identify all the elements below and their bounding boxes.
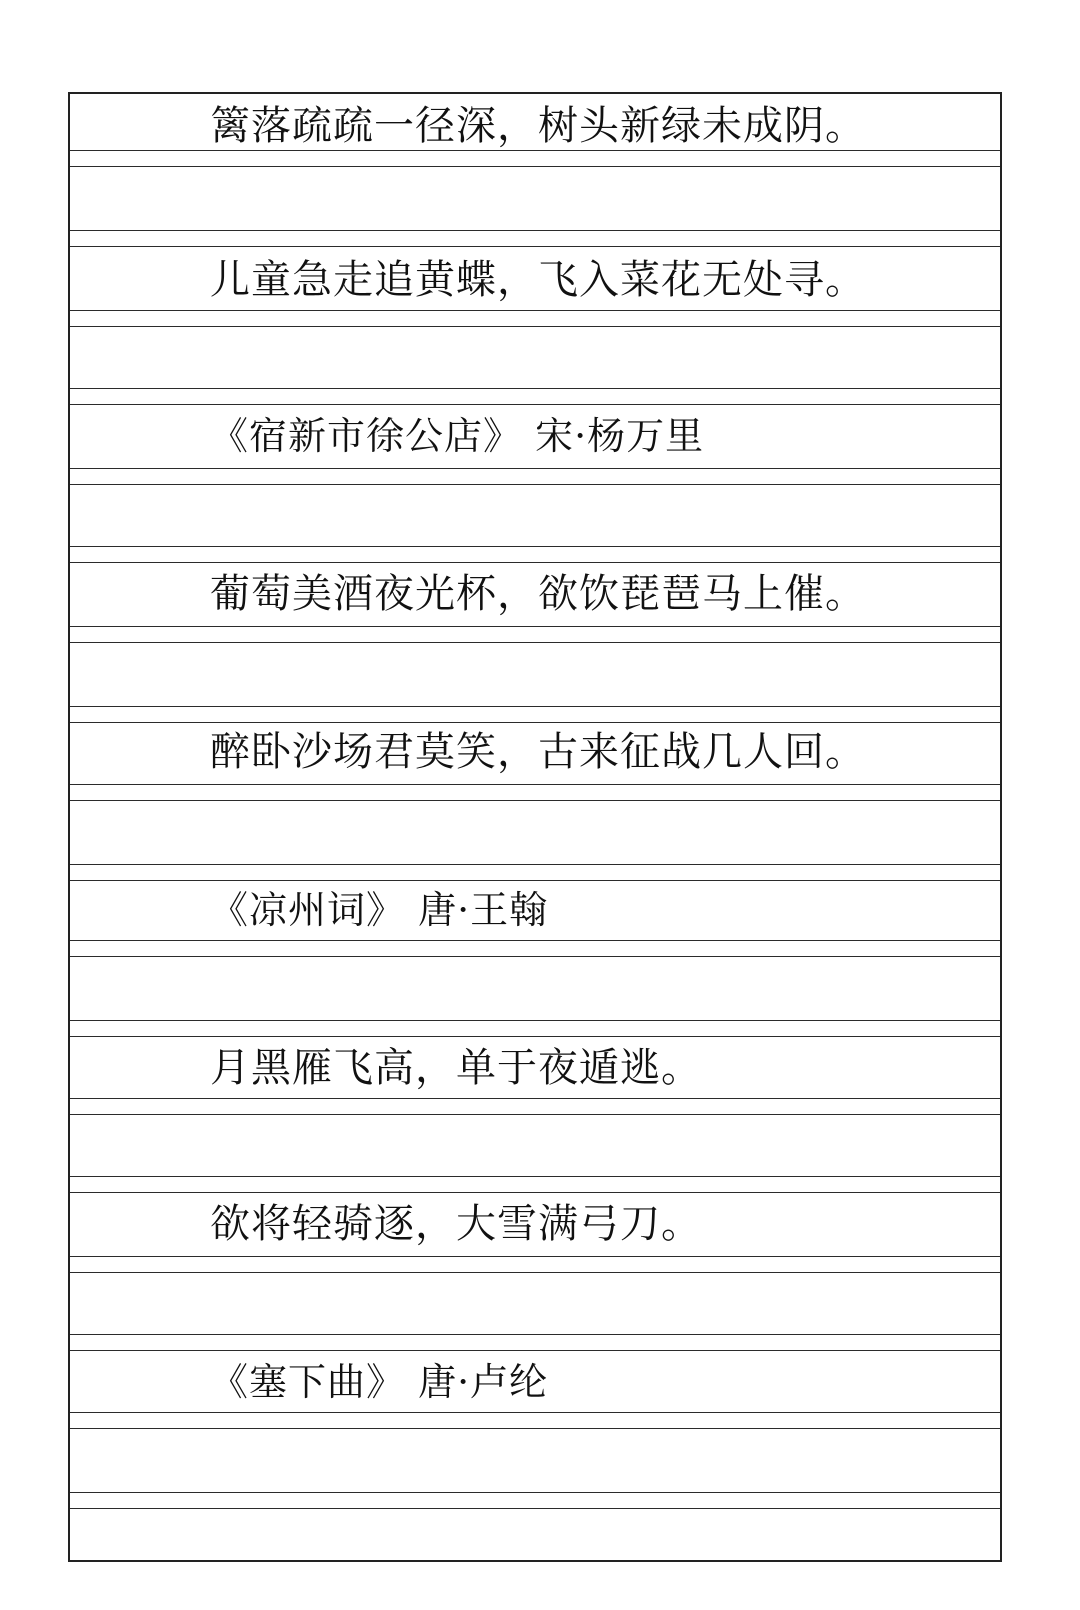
spacer-rule	[70, 1036, 1000, 1037]
writing-line-rule	[70, 1114, 1000, 1115]
spacer-rule	[70, 546, 1000, 547]
writing-line-rule	[70, 642, 1000, 643]
poem-title-2: 《凉州词》 唐·王翰	[210, 888, 549, 932]
spacer-rule	[70, 1492, 1000, 1493]
writing-line-rule	[70, 468, 1000, 469]
writing-line-rule	[70, 626, 1000, 627]
writing-frame	[68, 92, 1002, 1562]
spacer-rule	[70, 1334, 1000, 1335]
writing-line-rule	[70, 1256, 1000, 1257]
writing-line-rule	[70, 326, 1000, 327]
writing-line-rule	[70, 484, 1000, 485]
spacer-rule	[70, 1350, 1000, 1351]
writing-line-rule	[70, 1272, 1000, 1273]
writing-line-rule	[70, 1098, 1000, 1099]
spacer-rule	[70, 230, 1000, 231]
poem-title-1: 《宿新市徐公店》 宋·杨万里	[210, 414, 705, 458]
verse-line-6: 欲将轻骑逐，大雪满弓刀。	[210, 1201, 702, 1247]
spacer-rule	[70, 1020, 1000, 1021]
spacer-rule	[70, 864, 1000, 865]
verse-line-2: 儿童急走追黄蝶，飞入菜花无处寻。	[210, 257, 866, 303]
spacer-rule	[70, 404, 1000, 405]
spacer-rule	[70, 1192, 1000, 1193]
poem-title-3: 《塞下曲》 唐·卢纶	[210, 1360, 549, 1404]
verse-line-1: 篱落疏疏一径深，树头新绿未成阴。	[210, 103, 866, 149]
writing-line-rule	[70, 1428, 1000, 1429]
writing-line-rule	[70, 166, 1000, 167]
spacer-rule	[70, 388, 1000, 389]
spacer-rule	[70, 562, 1000, 563]
verse-line-4: 醉卧沙场君莫笑，古来征战几人回。	[210, 729, 866, 775]
verse-line-3: 葡萄美酒夜光杯，欲饮琵琶马上催。	[210, 571, 866, 617]
writing-line-rule	[70, 940, 1000, 941]
writing-line-rule	[70, 784, 1000, 785]
spacer-rule	[70, 246, 1000, 247]
writing-line-rule	[70, 956, 1000, 957]
writing-line-rule	[70, 800, 1000, 801]
verse-line-5: 月黑雁飞高，单于夜遁逃。	[210, 1045, 702, 1091]
spacer-rule	[70, 1176, 1000, 1177]
spacer-rule	[70, 1508, 1000, 1509]
writing-line-rule	[70, 1412, 1000, 1413]
spacer-rule	[70, 706, 1000, 707]
writing-line-rule	[70, 310, 1000, 311]
